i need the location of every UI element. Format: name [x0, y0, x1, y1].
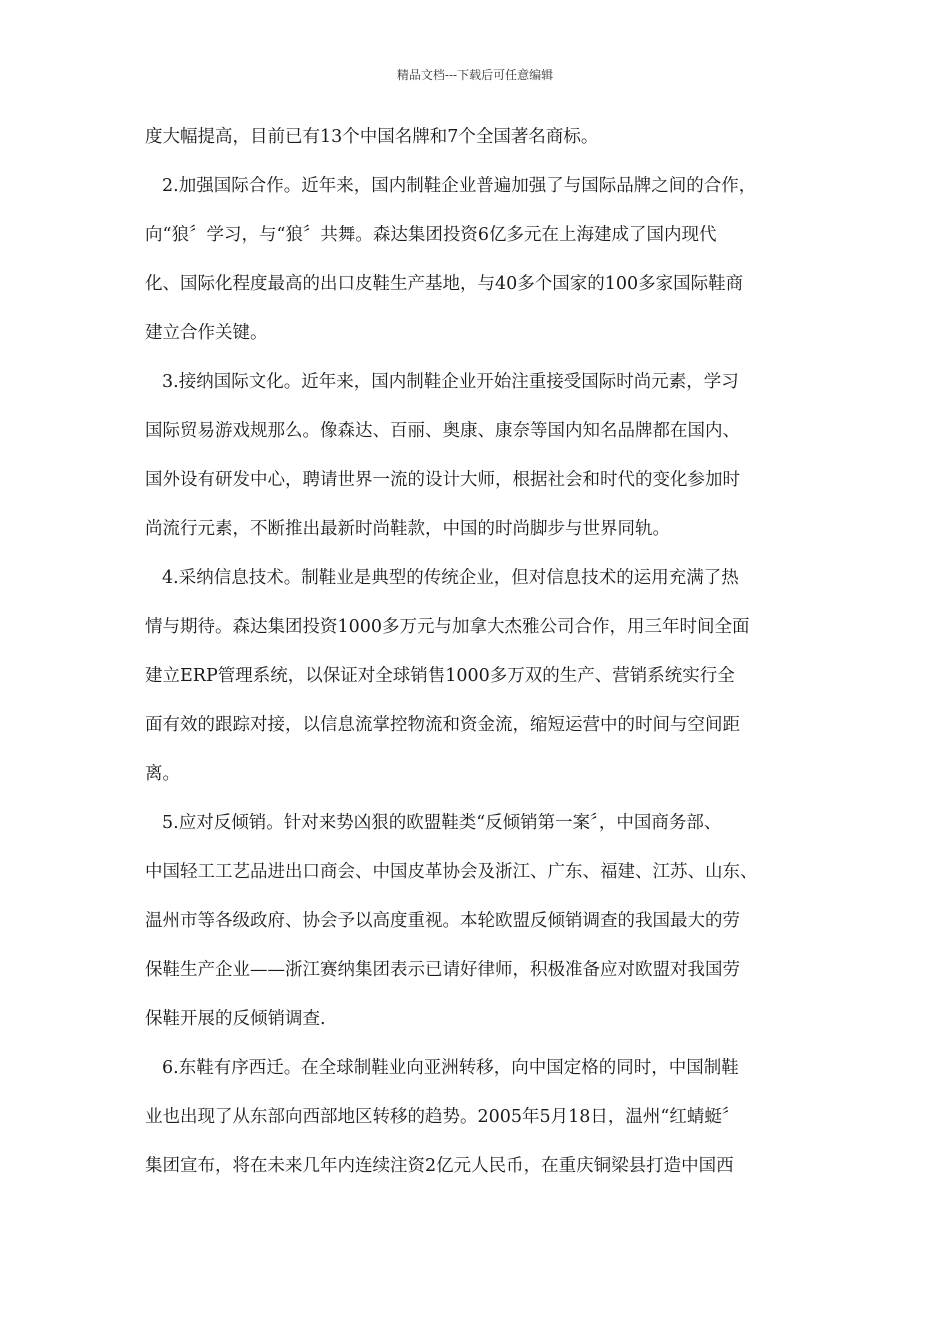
text-line: 3.接纳国际文化。近年来，国内制鞋企业开始注重接受国际时尚元素，学习	[162, 372, 739, 392]
document-body	[145, 113, 835, 1191]
text-line: 4.采纳信息技术。制鞋业是典型的传统企业，但对信息技术的运用充满了热	[162, 568, 739, 588]
text-line: 向“狼〞学习，与“狼〞共舞。森达集团投资6亿多元在上海建成了国内现代	[145, 225, 717, 245]
text-line: 2.加强国际合作。近年来，国内制鞋企业普遍加强了与国际品牌之间的合作，	[162, 176, 757, 196]
page-header: 精品文档---下载后可任意编辑	[396, 68, 554, 82]
text-line: 保鞋开展的反倾销调查.	[145, 1009, 326, 1029]
text-line: 国际贸易游戏规那么。像森达、百丽、奥康、康奈等国内知名品牌都在国内、	[145, 421, 740, 441]
text-line: 温州市等各级政府、协会予以高度重视。本轮欧盟反倾销调查的我国最大的劳	[145, 911, 740, 931]
text-line: 集团宣布，将在未来几年内连续注资2亿元人民币，在重庆铜梁县打造中国西	[145, 1156, 734, 1176]
text-line: 中国轻工工艺品进出口商会、中国皮革协会及浙江、广东、福建、江苏、山东、	[145, 862, 758, 882]
text-line: 情与期待。森达集团投资1000多万元与加拿大杰雅公司合作，用三年时间全面	[145, 617, 750, 637]
text-line: 建立合作关键。	[145, 323, 268, 343]
text-line: 建立ERP管理系统，以保证对全球销售1000多万双的生产、营销系统实行全	[145, 666, 735, 686]
text-line: 面有效的跟踪对接，以信息流掌控物流和资金流，缩短运营中的时间与空间距	[145, 715, 740, 735]
text-line: 化、国际化程度最高的出口皮鞋生产基地，与40多个国家的100多家国际鞋商	[145, 274, 744, 294]
text-line: 国外设有研发中心，聘请世界一流的设计大师，根据社会和时代的变化参加时	[145, 470, 740, 490]
text-line: 业也出现了从东部向西部地区转移的趋势。2005年5月18日，温州“红蜻蜓〞	[145, 1107, 740, 1127]
text-line: 离。	[145, 764, 180, 784]
text-line: 尚流行元素，不断推出最新时尚鞋款，中国的时尚脚步与世界同轨。	[145, 519, 670, 539]
text-line: 度大幅提高，目前已有13个中国名牌和7个全国著名商标。	[145, 127, 599, 147]
text-line: 5.应对反倾销。针对来势凶狠的欧盟鞋类“反倾销第一案〞，中国商务部、	[162, 813, 722, 833]
text-line: 保鞋生产企业——浙江赛纳集团表示已请好律师，积极准备应对欧盟对我国劳	[145, 960, 740, 980]
text-line: 6.东鞋有序西迁。在全球制鞋业向亚洲转移，向中国定格的同时，中国制鞋	[162, 1058, 739, 1078]
